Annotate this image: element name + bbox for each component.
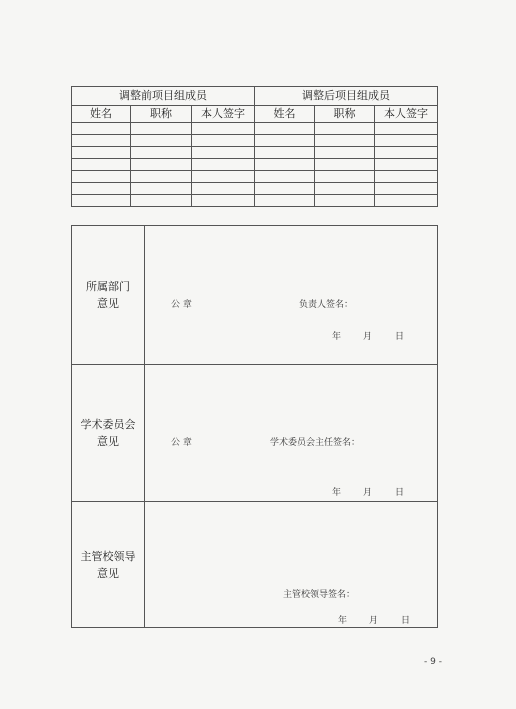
- leader-day: 日: [401, 616, 411, 626]
- blank-cell[interactable]: [192, 195, 255, 207]
- blank-cell[interactable]: [315, 135, 375, 147]
- blank-cell[interactable]: [72, 135, 131, 147]
- blank-row: [72, 135, 438, 147]
- blank-cell[interactable]: [255, 135, 315, 147]
- leader-label-line2: 意见: [97, 566, 119, 580]
- department-year: 年: [332, 332, 342, 342]
- department-seal: 公 章: [171, 300, 192, 310]
- blank-cell[interactable]: [72, 123, 131, 135]
- blank-cell[interactable]: [72, 147, 131, 159]
- committee-opinion-label: [72, 365, 145, 502]
- committee-year: 年: [332, 488, 342, 498]
- blank-cell[interactable]: [131, 123, 192, 135]
- blank-cell[interactable]: [131, 171, 192, 183]
- before-members-title: 调整前项目组成员: [72, 87, 255, 106]
- committee-label-line2: 意见: [97, 435, 119, 448]
- blank-row: [72, 147, 438, 159]
- leader-year: 年: [338, 616, 348, 626]
- col-title-before: 职称: [131, 106, 192, 123]
- blank-cell[interactable]: [315, 159, 375, 171]
- blank-row: [72, 123, 438, 135]
- blank-cell[interactable]: [315, 171, 375, 183]
- blank-cell[interactable]: [375, 171, 438, 183]
- blank-row: [72, 171, 438, 183]
- blank-cell[interactable]: [255, 171, 315, 183]
- blank-cell[interactable]: [375, 135, 438, 147]
- leader-opinion-label: [72, 502, 145, 628]
- blank-cell[interactable]: [131, 147, 192, 159]
- blank-cell[interactable]: [315, 183, 375, 195]
- blank-cell[interactable]: [131, 195, 192, 207]
- department-label-line2: 意见: [97, 297, 119, 310]
- blank-cell[interactable]: [192, 123, 255, 135]
- blank-cell[interactable]: [315, 147, 375, 159]
- leader-signature: 主管校领导签名：: [283, 590, 356, 600]
- leader-month: 月: [369, 616, 379, 626]
- blank-cell[interactable]: [72, 171, 131, 183]
- after-members-title: 调整后项目组成员: [255, 87, 438, 106]
- department-label-line1: 所属部门: [86, 280, 130, 293]
- committee-opinion-area[interactable]: [145, 365, 438, 502]
- department-opinion-label: [72, 226, 145, 365]
- blank-cell[interactable]: [192, 159, 255, 171]
- col-name-before: 姓名: [72, 106, 131, 123]
- blank-cell[interactable]: [375, 159, 438, 171]
- blank-cell[interactable]: [255, 123, 315, 135]
- committee-month: 月: [363, 488, 373, 498]
- blank-cell[interactable]: [72, 159, 131, 171]
- blank-cell[interactable]: [315, 123, 375, 135]
- blank-cell[interactable]: [72, 183, 131, 195]
- blank-cell[interactable]: [131, 183, 192, 195]
- col-name-after: 姓名: [255, 106, 315, 123]
- blank-cell[interactable]: [375, 183, 438, 195]
- page-number: - 9 -: [424, 657, 442, 667]
- members-table: [71, 86, 438, 207]
- department-signature: 负责人签名：: [299, 300, 354, 310]
- leader-opinion-area[interactable]: [145, 502, 438, 628]
- opinions-table: [71, 225, 438, 628]
- col-title-after: 职称: [315, 106, 375, 123]
- blank-cell[interactable]: [192, 183, 255, 195]
- blank-cell[interactable]: [192, 135, 255, 147]
- department-month: 月: [363, 332, 373, 342]
- blank-row: [72, 183, 438, 195]
- blank-cell[interactable]: [375, 195, 438, 207]
- department-opinion-area[interactable]: [145, 226, 438, 365]
- blank-cell[interactable]: [192, 147, 255, 159]
- blank-cell[interactable]: [375, 147, 438, 159]
- col-sign-after: 本人签字: [375, 106, 438, 123]
- blank-cell[interactable]: [131, 159, 192, 171]
- blank-cell[interactable]: [315, 195, 375, 207]
- blank-cell[interactable]: [72, 195, 131, 207]
- blank-cell[interactable]: [375, 123, 438, 135]
- col-sign-before: 本人签字: [192, 106, 255, 123]
- blank-row: [72, 159, 438, 171]
- committee-label-line1: 学术委员会: [80, 418, 136, 431]
- committee-day: 日: [395, 488, 405, 498]
- blank-cell[interactable]: [255, 147, 315, 159]
- blank-row: [72, 195, 438, 207]
- blank-cell[interactable]: [192, 171, 255, 183]
- committee-seal: 公 章: [171, 438, 192, 448]
- blank-cell[interactable]: [255, 183, 315, 195]
- committee-signature: 学术委员会主任签名：: [270, 438, 361, 448]
- department-day: 日: [395, 332, 405, 342]
- leader-label-line1: 主管校领导: [80, 549, 136, 563]
- blank-cell[interactable]: [255, 159, 315, 171]
- blank-cell[interactable]: [131, 135, 192, 147]
- blank-cell[interactable]: [255, 195, 315, 207]
